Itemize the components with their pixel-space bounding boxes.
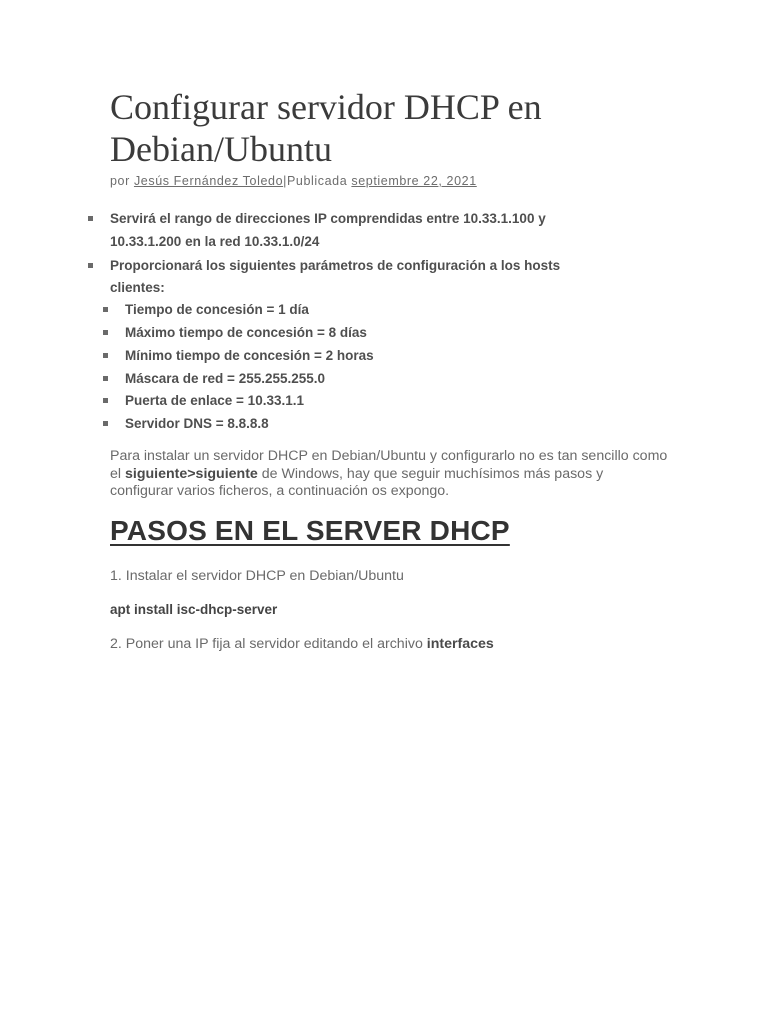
list-item: Servirá el rango de direcciones IP comprendidas entre 10.33.1.100 y (110, 211, 546, 226)
byline (110, 174, 477, 188)
step-2 (110, 636, 494, 652)
bullet-square-icon (103, 376, 108, 381)
published-label: Publicada (286, 174, 348, 188)
bullet-square-icon (103, 307, 108, 312)
sub-list-item: Servidor DNS = 8.8.8.8 (125, 416, 269, 431)
sub-list-item: Máscara de red = 255.255.255.0 (125, 371, 326, 386)
install-command: apt install isc-dhcp-server (110, 602, 278, 617)
list-item-continuation: 10.33.1.200 en la red 10.33.1.0/24 (110, 234, 320, 249)
bullet-square-icon (103, 353, 108, 358)
author-link[interactable]: Jesús Fernández Toledo (133, 174, 284, 188)
paragraph-bold-text: siguiente>siguiente (124, 465, 258, 482)
paragraph-text-end: de Windows, hay que seguir muchísimos más pasos y configurar varios ficheros, a continuación os expongo. (110, 465, 604, 499)
section-heading: PASOS EN EL SERVER DHCP (110, 515, 510, 546)
sub-list-item: Puerta de enlace = 10.33.1.1 (125, 393, 304, 408)
byline-prefix: por (110, 174, 130, 188)
paragraph-text-start: Para instalar un servidor DHCP en Debian/Ubuntu y configurarlo no es tan sencillo como el (110, 448, 668, 482)
sub-list-item: Tiempo de concesión = 1 día (125, 302, 309, 317)
sub-list-item: Máximo tiempo de concesión = 8 días (125, 325, 367, 340)
list-item-continuation: clientes: (110, 280, 165, 295)
bullet-square-icon (88, 216, 93, 221)
list-item: Proporcionará los siguientes parámetros de configuración a los hosts (110, 258, 561, 273)
bullet-square-icon (103, 421, 108, 426)
step-2-text: 2. Poner una IP fija al servidor editando el archivo (110, 636, 427, 652)
sub-list-item: Mínimo tiempo de concesión = 2 horas (125, 348, 374, 363)
step-1: 1. Instalar el servidor DHCP en Debian/Ubuntu (110, 568, 404, 584)
date-link[interactable]: septiembre 22, 2021 (351, 174, 477, 188)
bullet-square-icon (88, 263, 93, 268)
bullet-square-icon (103, 330, 108, 335)
step-2-bold: interfaces (426, 636, 494, 652)
bullet-square-icon (103, 398, 108, 403)
page-title: Configurar servidor DHCP en Debian/Ubuntu (110, 87, 542, 169)
byline-separator: | (283, 174, 287, 188)
intro-paragraph (110, 448, 670, 501)
